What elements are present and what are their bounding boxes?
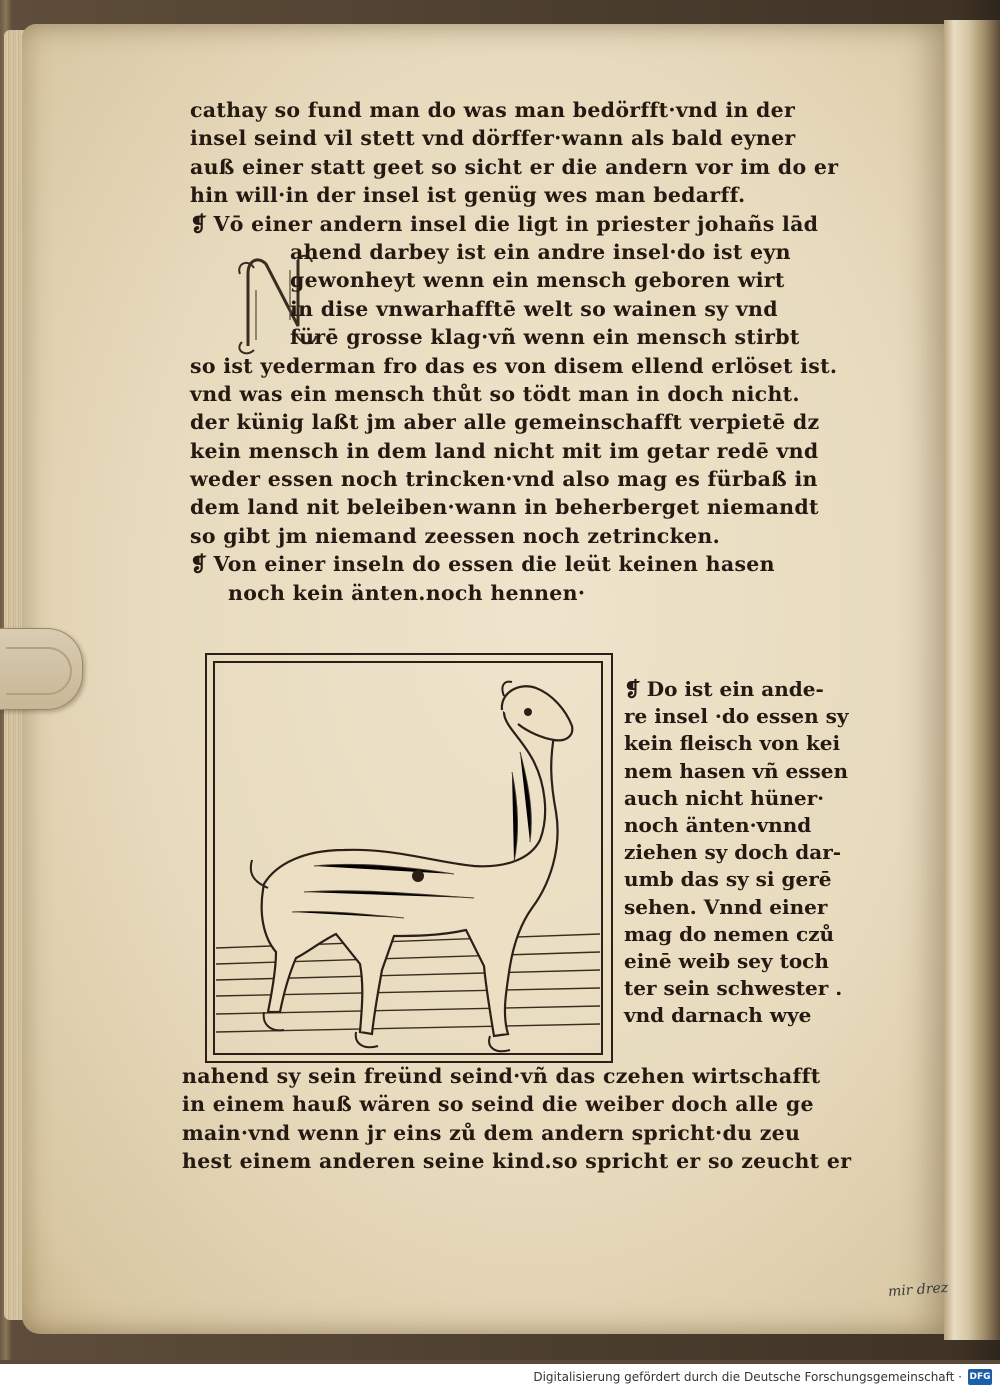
text-line: sehen. Vnnd einer: [624, 894, 828, 919]
text-line: hest einem anderen seine kind.so spricht er so zeucht er: [182, 1149, 852, 1174]
text-line: so gibt jm niemand zeessen noch zetrincken.: [190, 523, 721, 548]
text-line: so ist yederman fro das es von disem ellend erlöset ist.: [190, 353, 838, 378]
bottom-text: [182, 1062, 852, 1176]
paragraph-mark-icon: ❡: [624, 677, 641, 701]
text-line: nem hasen vñ essen: [624, 758, 849, 783]
text-line: main·vnd wenn jr eins zů dem andern spricht·du zeu: [182, 1120, 801, 1145]
marginal-note: mir drez: [887, 1279, 949, 1301]
heading-line: [190, 210, 870, 238]
clasp: [0, 628, 83, 710]
text-line: noch änten·vnnd: [624, 813, 812, 838]
paragraph-mark-icon: ❡: [190, 211, 208, 236]
heading-text: Von einer inseln do essen die leüt keinen hasen: [213, 552, 775, 577]
paragraph-mark-icon: ❡: [190, 552, 208, 577]
text-line: auch nicht hüner·: [624, 785, 825, 810]
heading-line: [190, 550, 870, 578]
heading-line: noch kein änten.noch hennen·: [228, 580, 586, 605]
text-line: in dise vnwarhafftē welt so wainen sy vnd: [290, 296, 778, 321]
text-line: gewonheyt wenn ein mensch geboren wirt: [290, 268, 785, 293]
text-line: re insel ·do essen sy: [624, 704, 849, 729]
side-text: [624, 676, 852, 1030]
text-line: vnd darnach wye: [624, 1003, 812, 1028]
text-line: dem land nit beleiben·wann in beherberget niemandt: [190, 495, 819, 520]
text-line: fürē grosse klag·vñ wenn ein mensch stirbt: [290, 325, 800, 350]
text-line: hin will·in der insel ist genüg wes man bedarff.: [190, 183, 746, 208]
text-line: cathay so fund man do was man bedörfft·vnd in der: [190, 98, 796, 122]
dfg-logo-icon[interactable]: DFG: [968, 1369, 992, 1385]
text-line: mag do nemen czů: [624, 921, 835, 946]
woodcut-illustration: [204, 652, 616, 1066]
text-line: umb das sy si gerē: [624, 867, 832, 892]
text-line: ❡ Do ist ein ande-: [624, 677, 824, 701]
footer-bar: [0, 1364, 1000, 1391]
text-line: kein fleisch von kei: [624, 731, 841, 756]
text-line: einē weib sey toch: [624, 949, 829, 974]
text-line: der künig laßt jm aber alle gemeinschafft verpietē dz: [190, 410, 820, 435]
text-line: vnd was ein mensch thůt so tödt man in doch nicht.: [190, 381, 800, 406]
text-line: ahend darbey ist ein andre insel·do ist eyn: [290, 239, 791, 264]
text-line: ziehen sy doch dar-: [624, 840, 842, 865]
heading-text: Vō einer andern insel die ligt in priester johañs lād: [213, 211, 819, 236]
text-line: weder essen noch trincken·vnd also mag es fürbaß in: [190, 467, 818, 492]
main-text: [190, 96, 870, 607]
text-line: auß einer statt geet so sicht er die andern vor im do er: [190, 154, 839, 179]
book-spine: [944, 20, 1000, 1340]
text-line: insel seind vil stett vnd dörffer·wann als bald eyner: [190, 126, 796, 151]
text-line: ter sein schwester .: [624, 976, 843, 1001]
text-line: in einem hauß wären so seind die weiber doch alle ge: [182, 1092, 814, 1117]
text-line: kein mensch in dem land nicht mit im getar redē vnd: [190, 438, 819, 463]
footer-credit: Digitalisierung gefördert durch die Deutsche Forschungsgemeinschaft ·: [533, 1370, 962, 1384]
text-line: nahend sy sein freünd seind·vñ das czehen wirtschafft: [182, 1064, 821, 1088]
clasp-ring: [6, 647, 72, 695]
